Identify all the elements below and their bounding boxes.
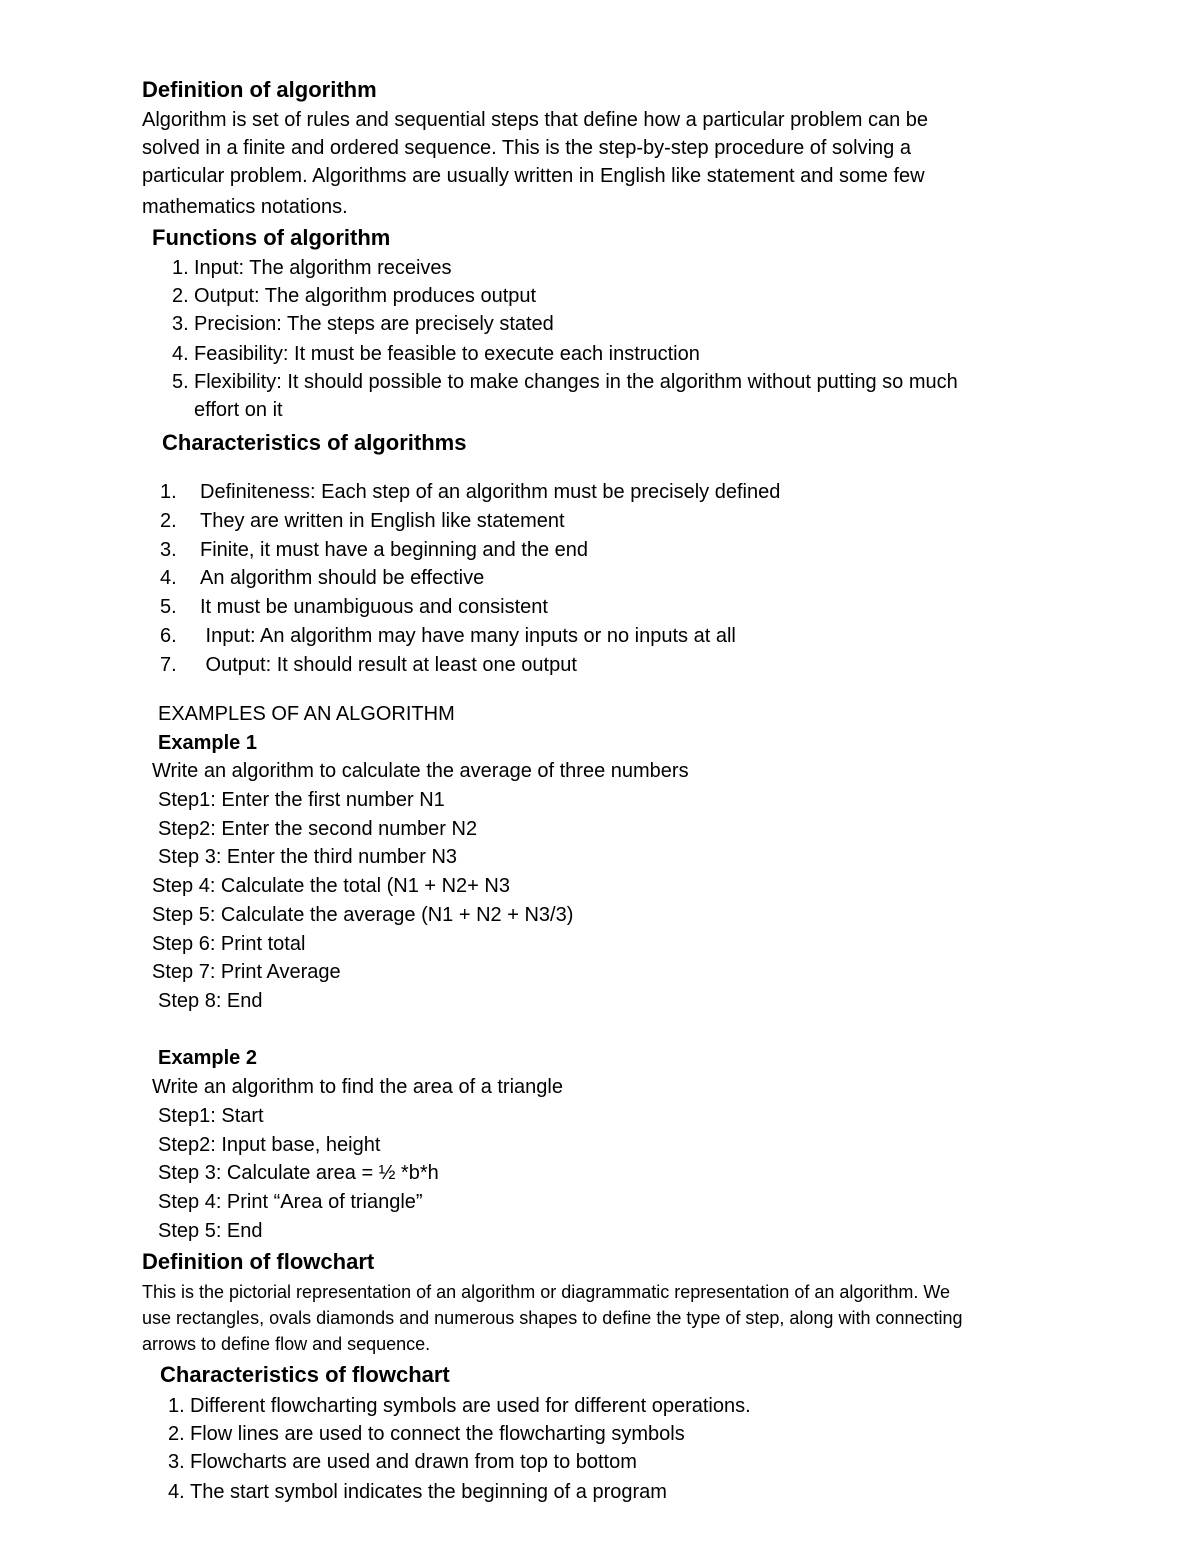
list-item: 1. Definiteness: Each step of an algorithm must be precisely defined <box>160 481 781 503</box>
example-step: Step 6: Print total <box>152 933 306 955</box>
list-item: 3. Precision: The steps are precisely stated <box>172 313 554 335</box>
paragraph-line: This is the pictorial representation of an algorithm or diagrammatic representation of an algorithm. We <box>142 1282 951 1302</box>
list-item: 7. Output: It should result at least one output <box>160 654 577 676</box>
example-step: Step 7: Print Average <box>152 961 341 983</box>
example-step: Step1: Start <box>158 1105 264 1127</box>
example-step: Step 5: Calculate the average (N1 + N2 + N3/3) <box>152 904 574 926</box>
list-item: 1. Input: The algorithm receives <box>172 257 452 279</box>
example-step: Step 4: Print “Area of triangle” <box>158 1191 423 1213</box>
example-1-label: Example 1 <box>158 732 257 754</box>
heading-definition-of-algorithm: Definition of algorithm <box>142 77 377 102</box>
example-step: Step 8: End <box>158 990 263 1012</box>
paragraph-line: solved in a finite and ordered sequence. This is the step-by-step procedure of solving a <box>142 137 911 159</box>
paragraph-line: mathematics notations. <box>142 196 348 218</box>
example-step: Step1: Enter the first number N1 <box>158 789 445 811</box>
list-item: 6. Input: An algorithm may have many inputs or no inputs at all <box>160 625 736 647</box>
list-item: 2. Flow lines are used to connect the flowcharting symbols <box>168 1423 685 1445</box>
list-item: 1. Different flowcharting symbols are used for different operations. <box>168 1395 751 1417</box>
example-2-task: Write an algorithm to find the area of a triangle <box>152 1076 563 1098</box>
example-step: Step 4: Calculate the total (N1 + N2+ N3 <box>152 875 510 897</box>
heading-functions-of-algorithm: Functions of algorithm <box>152 225 391 250</box>
list-item: 4. The start symbol indicates the beginning of a program <box>168 1481 667 1503</box>
example-step: Step 3: Enter the third number N3 <box>158 846 458 868</box>
list-item: 4. An algorithm should be effective <box>160 567 485 589</box>
example-1-task: Write an algorithm to calculate the average of three numbers <box>152 760 689 782</box>
list-item: 5. Flexibility: It should possible to make changes in the algorithm without putting so much <box>172 371 958 393</box>
paragraph-line: arrows to define flow and sequence. <box>142 1334 431 1354</box>
list-item: 4. Feasibility: It must be feasible to execute each instruction <box>172 343 700 365</box>
heading-characteristics-of-flowchart: Characteristics of flowchart <box>160 1362 450 1387</box>
examples-heading: EXAMPLES OF AN ALGORITHM <box>158 703 455 725</box>
example-step: Step2: Input base, height <box>158 1134 381 1156</box>
list-item: 5. It must be unambiguous and consistent <box>160 596 548 618</box>
heading-characteristics-of-algorithms: Characteristics of algorithms <box>162 430 467 455</box>
example-step: Step2: Enter the second number N2 <box>158 818 478 840</box>
paragraph-line: particular problem. Algorithms are usually written in English like statement and some few <box>142 165 925 187</box>
list-item: 3. Flowcharts are used and drawn from top to bottom <box>168 1451 637 1473</box>
list-item-continuation: effort on it <box>194 399 283 421</box>
list-item: 3. Finite, it must have a beginning and the end <box>160 539 589 561</box>
list-item: 2. Output: The algorithm produces output <box>172 285 537 307</box>
paragraph-line: Algorithm is set of rules and sequential steps that define how a particular problem can be <box>142 109 928 131</box>
example-step: Step 5: End <box>158 1220 263 1242</box>
paragraph-line: use rectangles, ovals diamonds and numerous shapes to define the type of step, along with connecting <box>142 1308 963 1328</box>
list-item: 2. They are written in English like statement <box>160 510 565 532</box>
heading-definition-of-flowchart: Definition of flowchart <box>142 1249 375 1274</box>
example-step: Step 3: Calculate area = ½ *b*h <box>158 1162 439 1184</box>
example-2-label: Example 2 <box>158 1047 257 1069</box>
